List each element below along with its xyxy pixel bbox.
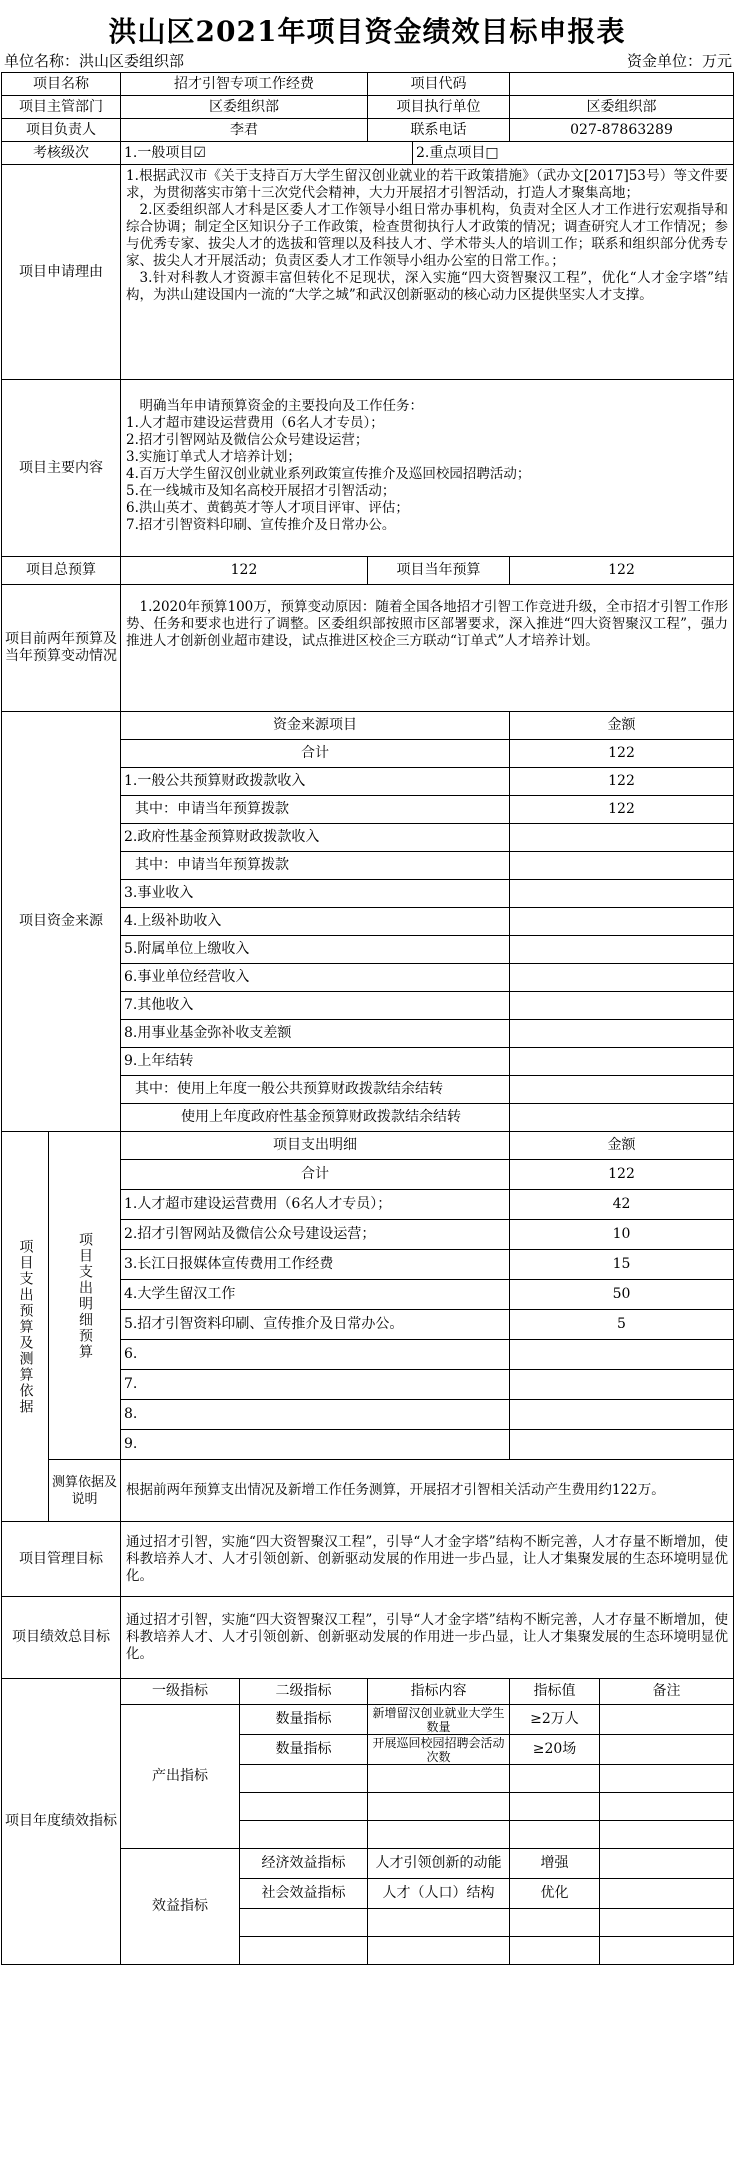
row-content (2, 380, 734, 557)
funding-header-amount: 金额 (510, 712, 734, 740)
funding-amount (510, 852, 734, 880)
reason-p3: 3.针对科教人才资源丰富但转化不足现状，深入实施“四大资智聚汉工程”，优化“人才金字塔”结构，为洪山建设国内一流的“大学之城”和武汉创新驱动的核心动力区提供坚实人才支撑。 (126, 270, 728, 303)
row-expense-header (2, 1132, 734, 1160)
value-dept: 区委组织部 (121, 96, 368, 119)
row-indicator-header (2, 1679, 734, 1705)
row-expense-basis (2, 1460, 734, 1522)
indicator-note (600, 1879, 734, 1909)
row-dept (2, 96, 734, 119)
currency-unit: 资金单位：万元 (626, 52, 732, 70)
funding-item: 1.一般公共预算财政拨款收入 (121, 768, 510, 796)
label-reason: 项目申请理由 (2, 165, 121, 380)
indicator-empty (600, 1765, 734, 1793)
indicator-empty (600, 1909, 734, 1937)
funding-item: 8.用事业基金弥补收支差额 (121, 1020, 510, 1048)
indicator-level2: 经济效益指标 (240, 1849, 368, 1879)
indicator-content: 人才引领创新的动能 (368, 1849, 510, 1879)
content-item: 1.人才超市建设运营费用（6名人才专员）； (126, 415, 384, 431)
label-funding: 项目资金来源 (2, 712, 121, 1132)
expense-item: 3.长江日报媒体宣传费用工作经费 (121, 1250, 510, 1280)
indicator-empty (368, 1821, 510, 1849)
expense-item: 6. (121, 1340, 510, 1370)
indicator-value: ≥20场 (510, 1735, 600, 1765)
label-year-budget: 项目当年预算 (368, 557, 510, 585)
overall-text: 通过招才引智，实施“四大资智聚汉工程”，引导“人才金字塔”结构不断完善，人才存量不断增加，使科教培养人才、人才引领创新、创新驱动发展的作用进一步凸显，让人才集聚发展的生态环境明显优化。 (121, 1597, 734, 1679)
indicator-empty (510, 1909, 600, 1937)
indicator-empty (368, 1937, 510, 1965)
expense-item: 1.人才超市建设运营费用（6名人才专员）； (121, 1190, 510, 1220)
expense-header-amount: 金额 (510, 1132, 734, 1160)
indicator-empty (510, 1821, 600, 1849)
indicator-empty (600, 1793, 734, 1821)
value-leader: 李君 (121, 119, 368, 142)
header-content: 指标内容 (368, 1679, 510, 1705)
indicator-empty (240, 1821, 368, 1849)
reason-p2: 2.区委组织部人才科是区委人才工作领导小组日常办事机构，负责对全区人才工作进行宏观指导和综合协调；制定全区知识分子工作政策，检查贯彻执行人才政策的情况；调查研究人才工作情况；参与优秀专家、拔尖人才的选拔和管理以及科技人才、学术带头人的培训工作；联系和组织部分优秀专家、拔尖人才开展活动；负责区委人才工作领导小组办公室的日常工作。； (126, 202, 728, 269)
label-expense-inner: 项目支出明细预算 (49, 1132, 121, 1460)
indicator-content: 人才（人口）结构 (368, 1879, 510, 1909)
content-text (121, 380, 734, 557)
label-level: 考核级次 (2, 142, 121, 165)
indicator-note (600, 1705, 734, 1735)
funding-item: 其中：申请当年预算拨款 (121, 852, 510, 880)
expense-amount (510, 1430, 734, 1460)
funding-amount: 122 (510, 768, 734, 796)
unit-bar (0, 50, 734, 72)
funding-item: 7.其他收入 (121, 992, 510, 1020)
reason-text (121, 165, 734, 380)
content-item: 2.招才引智网站及微信公众号建设运营； (126, 432, 369, 448)
expense-amount: 50 (510, 1280, 734, 1310)
funding-item: 6.事业单位经营收入 (121, 964, 510, 992)
funding-amount: 122 (510, 796, 734, 824)
expense-item: 5.招才引智资料印刷、宣传推介及日常办公。 (121, 1310, 510, 1340)
expense-amount: 42 (510, 1190, 734, 1220)
funding-item: 其中：使用上年度一般公共预算财政拨款结余结转 (121, 1076, 510, 1104)
indicator-empty (240, 1793, 368, 1821)
value-total-budget: 122 (121, 557, 368, 585)
label-management: 项目管理目标 (2, 1522, 121, 1597)
row-level (2, 142, 734, 165)
expense-amount (510, 1400, 734, 1430)
content-item: 6.洪山英才、黄鹤英才等人才项目评审、评估； (126, 500, 409, 516)
expense-amount (510, 1340, 734, 1370)
performance-table (1, 72, 734, 1965)
indicator-empty (600, 1937, 734, 1965)
funding-amount (510, 1048, 734, 1076)
label-indicators: 项目年度绩效指标 (2, 1679, 121, 1965)
label-dept: 项目主管部门 (2, 96, 121, 119)
content-item: 5.在一线城市及知名高校开展招才引智活动； (126, 483, 396, 499)
header-note: 备注 (600, 1679, 734, 1705)
indicator-empty (240, 1909, 368, 1937)
value-year-budget: 122 (510, 557, 734, 585)
funding-amount (510, 1104, 734, 1132)
label-benefit: 效益指标 (121, 1849, 240, 1965)
value-phone: 027-87863289 (510, 119, 734, 142)
indicator-note (600, 1735, 734, 1765)
indicator-note (600, 1849, 734, 1879)
indicator-empty (368, 1765, 510, 1793)
expense-amount: 15 (510, 1250, 734, 1280)
funding-item: 其中：申请当年预算拨款 (121, 796, 510, 824)
row-leader (2, 119, 734, 142)
row-reason (2, 165, 734, 380)
expense-header-item: 项目支出明细 (121, 1132, 510, 1160)
row-budget (2, 557, 734, 585)
level-key: 2.重点项目□ (413, 142, 734, 165)
indicator-value: 增强 (510, 1849, 600, 1879)
indicator-empty (510, 1793, 600, 1821)
funding-amount (510, 992, 734, 1020)
header-level1: 一级指标 (121, 1679, 240, 1705)
label-project-name: 项目名称 (2, 73, 121, 96)
indicator-level2: 数量指标 (240, 1705, 368, 1735)
funding-header-item: 资金来源项目 (121, 712, 510, 740)
label-leader: 项目负责人 (2, 119, 121, 142)
label-expense-outer: 项目支出预算及测算依据 (2, 1132, 49, 1522)
funding-amount (510, 908, 734, 936)
value-project-code (510, 73, 734, 96)
funding-item: 3.事业收入 (121, 880, 510, 908)
funding-amount (510, 880, 734, 908)
label-output: 产出指标 (121, 1705, 240, 1849)
funding-amount: 122 (510, 740, 734, 768)
label-expense-basis: 测算依据及说明 (49, 1460, 121, 1522)
reason-p1: 1.根据武汉市《关于支持百万大学生留汉创业就业的若干政策措施》（武办文[2017]53号）等文件要求，为贯彻落实市第十三次党代会精神，大力开展招才引智活动，打造人才聚集高地； (126, 168, 728, 201)
expense-item: 4.大学生留汉工作 (121, 1280, 510, 1310)
label-exec: 项目执行单位 (368, 96, 510, 119)
label-total-budget: 项目总预算 (2, 557, 121, 585)
expense-basis-text: 根据前两年预算支出情况及新增工作任务测算，开展招才引智相关活动产生费用约122万。 (121, 1460, 734, 1522)
funding-item: 5.附属单位上缴收入 (121, 936, 510, 964)
funding-item: 4.上级补助收入 (121, 908, 510, 936)
row-change (2, 585, 734, 712)
indicator-empty (510, 1765, 600, 1793)
expense-amount: 10 (510, 1220, 734, 1250)
value-project-name: 招才引智专项工作经费 (121, 73, 368, 96)
row-overall (2, 1597, 734, 1679)
label-project-code: 项目代码 (368, 73, 510, 96)
content-item: 7.招才引智资料印刷、宣传推介及日常办公。 (126, 517, 396, 533)
expense-item: 8. (121, 1400, 510, 1430)
label-overall: 项目绩效总目标 (2, 1597, 121, 1679)
label-change: 项目前两年预算及当年预算变动情况 (2, 585, 121, 712)
indicator-content: 新增留汉创业就业大学生数量 (368, 1705, 510, 1735)
funding-amount (510, 936, 734, 964)
funding-item: 2.政府性基金预算财政拨款收入 (121, 824, 510, 852)
level-general: 1.一般项目☑ (121, 142, 413, 165)
indicator-value: 优化 (510, 1879, 600, 1909)
content-intro: 明确当年申请预算资金的主要投向及工作任务： (139, 398, 423, 414)
funding-amount (510, 964, 734, 992)
indicator-empty (368, 1909, 510, 1937)
funding-amount (510, 1076, 734, 1104)
row-project-name (2, 73, 734, 96)
indicator-empty (240, 1937, 368, 1965)
management-text: 通过招才引智，实施“四大资智聚汉工程”，引导“人才金字塔”结构不断完善，人才存量不断增加，使科教培养人才、人才引领创新、创新驱动发展的作用进一步凸显，让人才集聚发展的生态环境明显优化。 (121, 1522, 734, 1597)
expense-amount (510, 1370, 734, 1400)
row-management (2, 1522, 734, 1597)
content-item: 3.实施订单式人才培养计划； (126, 449, 301, 465)
page-title: 洪山区2021年项目资金绩效目标申报表 (108, 15, 626, 48)
expense-item: 9. (121, 1430, 510, 1460)
expense-item: 2.招才引智网站及微信公众号建设运营； (121, 1220, 510, 1250)
indicator-level2: 社会效益指标 (240, 1879, 368, 1909)
expense-item: 合计 (121, 1160, 510, 1190)
indicator-empty (600, 1821, 734, 1849)
indicator-value: ≥2万人 (510, 1705, 600, 1735)
expense-amount: 5 (510, 1310, 734, 1340)
header-value: 指标值 (510, 1679, 600, 1705)
row-funding-header (2, 712, 734, 740)
change-text: 1.2020年预算100万，预算变动原因：随着全国各地招才引智工作竞进升级，全市招才引智工作形势、任务和要求也进行了调整。区委组织部按照市区部署要求，深入推进“四大资智聚汉工程”，强力推进人才创新创业超市建设，试点推进区校企三方联动“订单式”人才培养计划。 (121, 585, 734, 712)
header-level2: 二级指标 (240, 1679, 368, 1705)
label-phone: 联系电话 (368, 119, 510, 142)
funding-amount (510, 824, 734, 852)
funding-amount (510, 1020, 734, 1048)
funding-item: 合计 (121, 740, 510, 768)
expense-amount: 122 (510, 1160, 734, 1190)
label-content: 项目主要内容 (2, 380, 121, 557)
indicator-empty (368, 1793, 510, 1821)
indicator-content: 开展巡回校园招聘会活动次数 (368, 1735, 510, 1765)
unit-name: 单位名称：洪山区委组织部 (4, 52, 185, 70)
indicator-empty (240, 1765, 368, 1793)
indicator-level2: 数量指标 (240, 1735, 368, 1765)
funding-item: 9.上年结转 (121, 1048, 510, 1076)
indicator-empty (510, 1937, 600, 1965)
content-item: 4.百万大学生留汉创业就业系列政策宣传推介及巡回校园招聘活动； (126, 466, 531, 482)
expense-item: 7. (121, 1370, 510, 1400)
funding-item: 使用上年度政府性基金预算财政拨款结余结转 (121, 1104, 510, 1132)
value-exec: 区委组织部 (510, 96, 734, 119)
